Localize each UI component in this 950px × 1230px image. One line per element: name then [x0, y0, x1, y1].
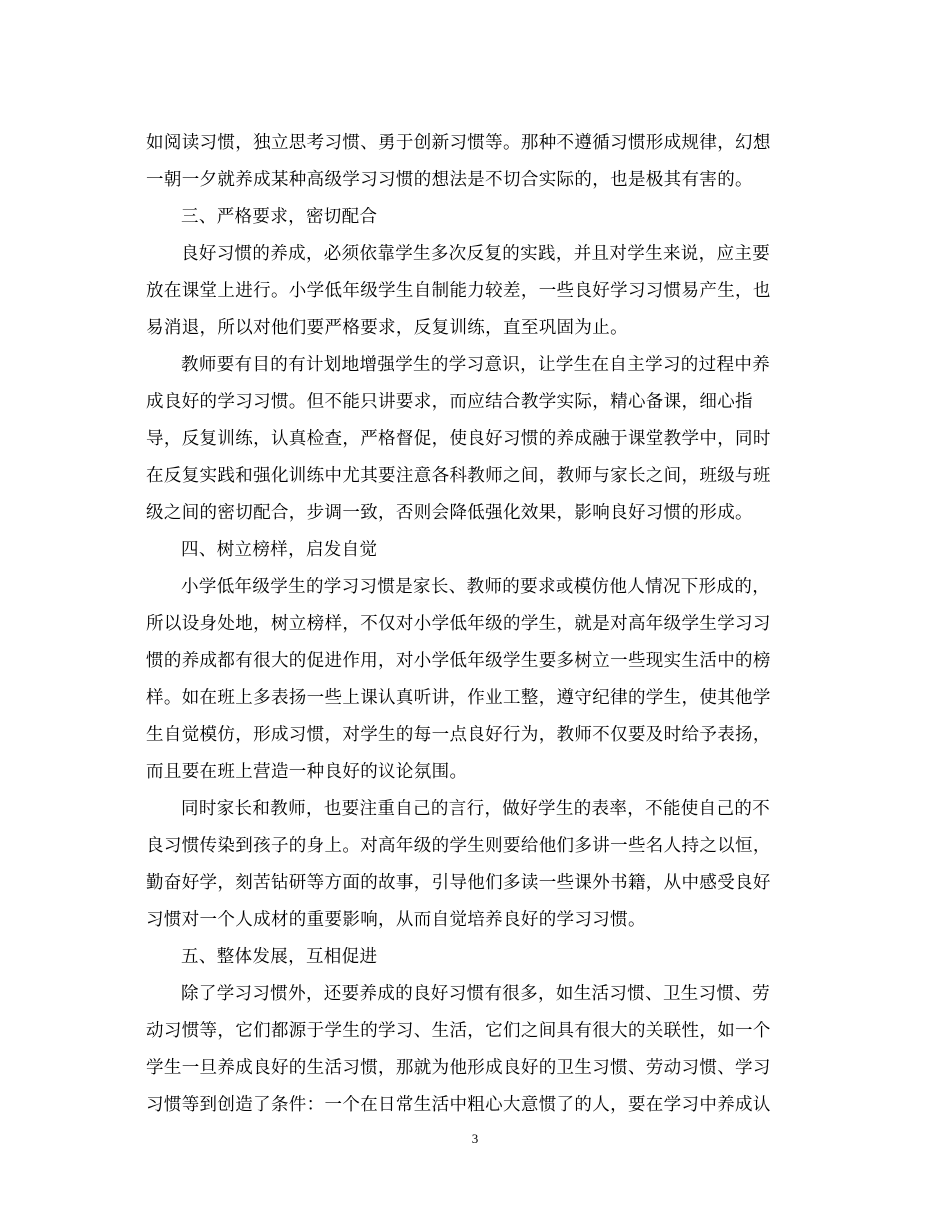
text-line: 小学低年级学生的学习习惯是家长、教师的要求或模仿他人情况下形成的，	[181, 577, 771, 597]
text-line: 教师要有目的有计划地增强学生的学习意识，让学生在自主学习的过程中养	[181, 355, 771, 375]
text-line: 勤奋好学，刻苦钻研等方面的故事，引导他们多读一些课外书籍，从中感受良好	[146, 873, 771, 893]
text-line: 样。如在班上多表扬一些上课认真听讲，作业工整，遵守纪律的学生，使其他学	[146, 688, 771, 708]
text-line: 成良好的学习习惯。但不能只讲要求，而应结合教学实际，精心备课，细心指	[146, 392, 753, 412]
text-line: 动习惯等，它们都源于学生的学习、生活，它们之间具有很大的关联性，如一个	[146, 1021, 771, 1041]
text-line: 如阅读习惯，独立思考习惯、勇于创新习惯等。那种不遵循习惯形成规律，幻想	[146, 133, 771, 153]
text-line: 生自觉模仿，形成习惯，对学生的每一点良好行为，教师不仅要及时给予表扬，	[146, 725, 771, 745]
text-line: 学生一旦养成良好的生活习惯，那就为他形成良好的卫生习惯、劳动习惯、学习	[146, 1058, 771, 1078]
text-line: 良习惯传染到孩子的身上。对高年级的学生则要给他们多讲一些名人持之以恒，	[146, 836, 771, 856]
text-line: 除了学习习惯外，还要养成的良好习惯有很多，如生活习惯、卫生习惯、劳	[181, 984, 771, 1004]
text-line: 导，反复训练，认真检查，严格督促，使良好习惯的养成融于课堂教学中，同时	[146, 429, 771, 449]
text-line: 一朝一夕就养成某种高级学习习惯的想法是不切合实际的，也是极其有害的。	[146, 170, 753, 190]
text-line: 同时家长和教师，也要注重自己的言行，做好学生的表率，不能使自己的不	[181, 799, 771, 819]
section-heading: 四、树立榜样，启发自觉	[181, 540, 378, 560]
text-line: 放在课堂上进行。小学低年级学生自制能力较差，一些良好学习习惯易产生，也	[146, 281, 771, 301]
section-heading: 五、整体发展，互相促进	[181, 947, 378, 967]
text-line: 习惯对一个人成材的重要影响，从而自觉培养良好的学习习惯。	[146, 910, 646, 930]
text-line: 良好习惯的养成，必须依靠学生多次反复的实践，并且对学生来说，应主要	[181, 244, 771, 264]
text-line: 所以设身处地，树立榜样，不仅对小学低年级的学生，就是对高年级学生学习习	[146, 614, 771, 634]
text-line: 而且要在班上营造一种良好的议论氛围。	[146, 762, 468, 782]
text-line: 惯的养成都有很大的促进作用，对小学低年级学生要多树立一些现实生活中的榜	[146, 651, 771, 671]
text-line: 级之间的密切配合，步调一致，否则会降低强化效果，影响良好习惯的形成。	[146, 503, 753, 523]
text-line: 易消退，所以对他们要严格要求，反复训练，直至巩固为止。	[146, 318, 628, 338]
body-text	[146, 125, 806, 1124]
page-number: 3	[471, 1131, 479, 1146]
text-line: 在反复实践和强化训练中尤其要注意各科教师之间，教师与家长之间，班级与班	[146, 466, 771, 486]
text-line: 习惯等到创造了条件：一个在日常生活中粗心大意惯了的人，要在学习中养成认	[146, 1095, 771, 1115]
section-heading: 三、严格要求，密切配合	[181, 207, 378, 227]
